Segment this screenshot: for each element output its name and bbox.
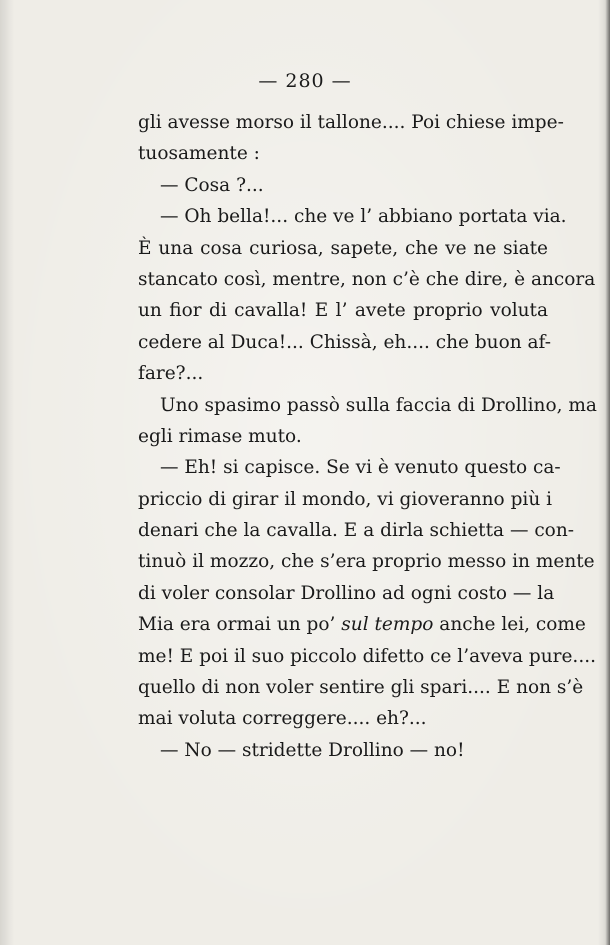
text-line: tinuò il mozzo, che s’era proprio messo in mente: [138, 551, 595, 573]
text-segment: Mia era ormai un po’: [138, 614, 342, 636]
italic-phrase: sul tempo: [341, 614, 434, 636]
text-line-with-italic: [138, 609, 586, 640]
body-text: [138, 107, 597, 766]
text-line: priccio di girar il mondo, vi gioveranno più i: [138, 488, 553, 510]
text-line: un fior di cavalla! E l’ avete proprio voluta: [138, 300, 548, 322]
page-left-shadow: [0, 0, 14, 945]
text-line: denari che la cavalla. E a dirla schietta — con-: [138, 520, 574, 542]
page-right-binding-shadow: [598, 0, 610, 945]
text-line: quello di non voler sentire gli spari.... E non s’è: [138, 677, 584, 699]
text-line: fare?...: [138, 363, 204, 385]
text-line: — Eh! si capisce. Se vi è venuto questo ca-: [160, 457, 561, 479]
text-line: — Cosa ?...: [160, 174, 264, 196]
text-line: Uno spasimo passò sulla faccia di Drollino, ma: [160, 394, 597, 416]
text-segment: anche lei, come: [433, 614, 586, 636]
text-line: mai voluta correggere.... eh?...: [138, 708, 427, 730]
text-line: È una cosa curiosa, sapete, che ve ne siate: [138, 237, 548, 259]
text-line: gli avesse morso il tallone.... Poi chiese impe-: [138, 112, 564, 133]
text-line: tuosamente :: [138, 143, 260, 165]
text-line: — No — stridette Drollino — no!: [160, 739, 465, 761]
page-number: — 280 —: [258, 70, 352, 92]
text-line: di voler consolar Drollino ad ogni costo — la: [138, 582, 555, 604]
text-line: stancato così, mentre, non c’è che dire, è ancora: [138, 268, 596, 290]
text-line: cedere al Duca!... Chissà, eh.... che buon af-: [138, 331, 551, 353]
text-line: egli rimase muto.: [138, 425, 302, 447]
text-line: — Oh bella!... che ve l’ abbiano portata via.: [160, 206, 567, 228]
text-line: me! E poi il suo piccolo difetto ce l’aveva pure....: [138, 645, 596, 667]
